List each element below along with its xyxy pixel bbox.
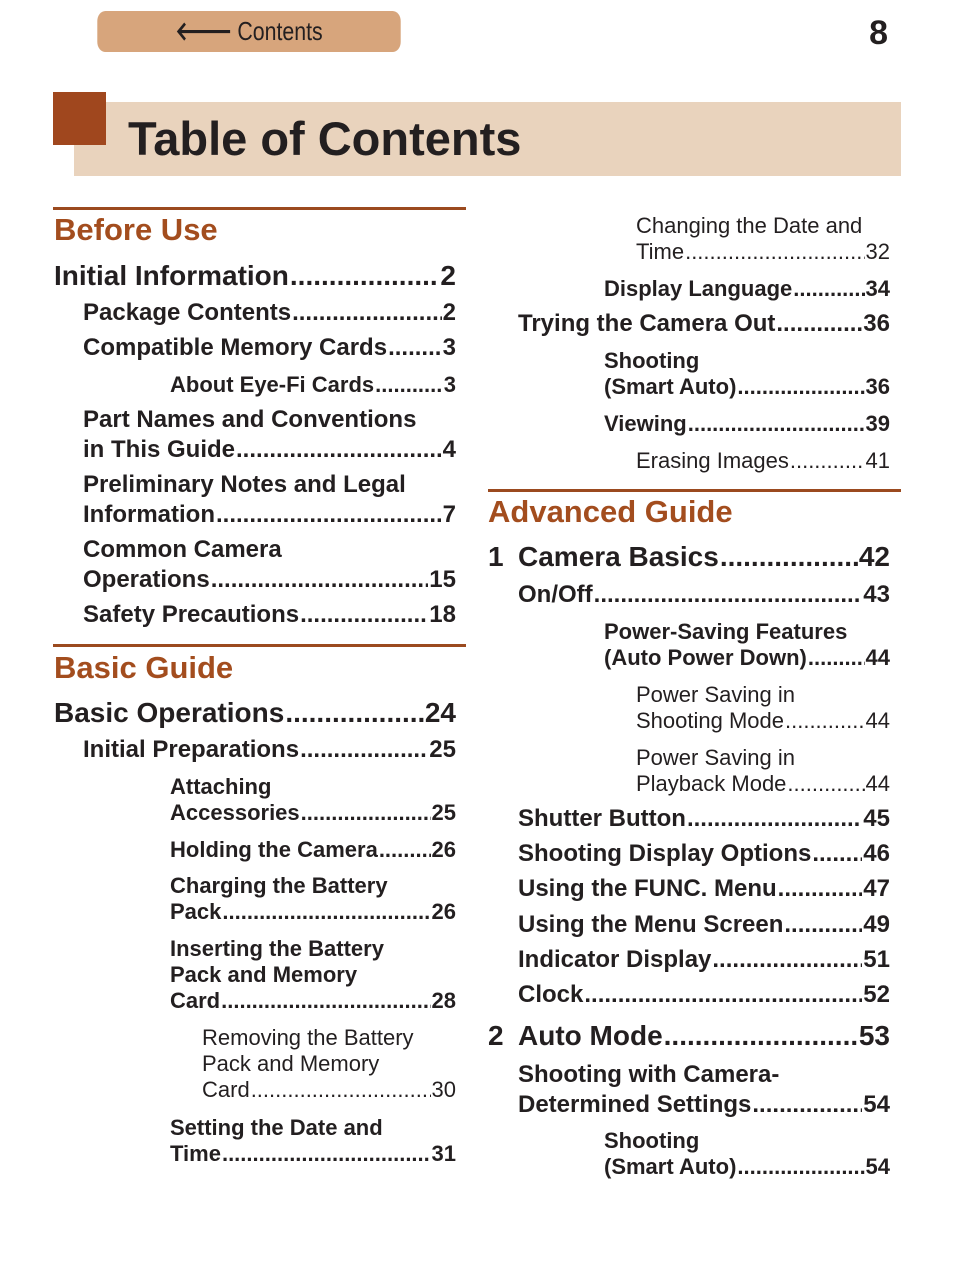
toc-entry[interactable] — [604, 276, 890, 302]
toc-entry[interactable] — [518, 945, 890, 975]
toc-entry-page: 43 — [863, 581, 890, 608]
toc-entry-final-line — [604, 645, 890, 671]
toc-entry-final-line — [604, 411, 890, 437]
toc-entry-final-line — [518, 945, 890, 975]
dot-leader — [812, 839, 862, 869]
toc-entry-page: 44 — [865, 708, 890, 733]
chapter-number: 1 — [488, 541, 504, 572]
toc-entry[interactable] — [518, 1020, 890, 1052]
toc-entry-page: 24 — [424, 697, 456, 728]
toc-entry[interactable] — [170, 1115, 456, 1167]
arrow-left-icon: 🡐 — [175, 16, 233, 46]
toc-entry[interactable] — [604, 348, 890, 400]
toc-entry-page: 51 — [863, 946, 890, 973]
toc-entry[interactable] — [202, 1025, 456, 1103]
toc-entry-page: 4 — [442, 436, 456, 463]
toc-entry-title-line: Inserting the Battery — [170, 936, 384, 961]
dot-leader — [778, 874, 863, 904]
toc-entry-title-line: Using the Menu Screen — [518, 911, 784, 938]
toc-entry[interactable] — [518, 580, 890, 610]
toc-entry[interactable] — [170, 774, 456, 826]
toc-entry-final-line — [202, 1077, 456, 1103]
toc-entry-final-line — [83, 735, 456, 765]
dot-leader — [776, 309, 862, 339]
toc-entry-title-line: Display Language — [604, 276, 793, 301]
toc-entry-title-line: Pack and Memory — [202, 1051, 380, 1076]
dot-leader — [216, 500, 442, 530]
toc-entry-page: 15 — [429, 566, 456, 593]
toc-entry[interactable] — [518, 804, 890, 834]
toc-entry-page: 25 — [429, 736, 456, 763]
toc-entry-final-line — [83, 333, 456, 363]
dot-leader — [688, 411, 865, 437]
dot-leader — [785, 708, 865, 734]
toc-entry-page: 2 — [440, 260, 456, 291]
toc-entry-title-line: Shooting — [604, 1128, 700, 1153]
toc-entry-final-line — [636, 771, 890, 797]
dot-leader — [290, 260, 440, 292]
dot-leader — [301, 800, 431, 826]
toc-entry-page: 39 — [865, 411, 890, 436]
section-heading-before-use: Before Use — [54, 212, 218, 247]
toc-entry-title-line: Trying the Camera Out — [518, 310, 776, 337]
toc-entry-final-line — [518, 1020, 890, 1052]
toc-entry[interactable] — [170, 372, 456, 398]
dot-leader — [300, 600, 428, 630]
dot-leader — [211, 565, 429, 595]
toc-entry-title-line: Time — [636, 239, 685, 264]
dot-leader — [790, 448, 865, 474]
toc-entry[interactable] — [83, 535, 456, 595]
toc-entry-final-line — [170, 372, 456, 398]
toc-entry[interactable] — [636, 448, 890, 474]
toc-entry-final-line — [518, 910, 890, 940]
toc-entry-final-line — [604, 374, 890, 400]
toc-entry-final-line — [170, 899, 456, 925]
toc-entry[interactable] — [518, 1060, 890, 1120]
toc-entry-page: 36 — [863, 310, 890, 337]
toc-entry[interactable] — [83, 405, 456, 465]
toc-entry[interactable] — [54, 697, 456, 729]
toc-entry-page: 18 — [429, 601, 456, 628]
toc-entry-title-line: Initial Information — [54, 260, 289, 291]
toc-entry-title-line: Accessories — [170, 800, 300, 825]
toc-entry[interactable] — [518, 839, 890, 869]
toc-entry-final-line — [518, 980, 890, 1010]
toc-entry-title-line: On/Off — [518, 581, 593, 608]
toc-entry-title-line: Card — [170, 988, 221, 1013]
dot-leader — [222, 1141, 431, 1167]
dot-leader — [784, 910, 862, 940]
dot-leader — [752, 1090, 862, 1120]
toc-entry[interactable] — [170, 873, 456, 925]
toc-entry-title-line: Removing the Battery — [202, 1025, 414, 1050]
toc-entry-title-line: Power-Saving Features — [604, 619, 848, 644]
toc-entry-final-line — [518, 839, 890, 869]
toc-entry-title-line: Indicator Display — [518, 946, 712, 973]
dot-leader — [221, 988, 430, 1014]
toc-entry-final-line — [636, 239, 890, 265]
toc-entry-page: 54 — [863, 1091, 890, 1118]
toc-entry-title-line: (Auto Power Down) — [604, 645, 807, 670]
toc-entry[interactable] — [636, 745, 890, 797]
toc-entry[interactable] — [604, 1128, 890, 1180]
toc-entry-title-line: Shooting Mode — [636, 708, 784, 733]
contents-link-label: Contents — [237, 16, 323, 46]
toc-entry[interactable] — [604, 411, 890, 437]
toc-entry-final-line — [83, 500, 456, 530]
dot-leader — [300, 735, 428, 765]
toc-entry-page: 44 — [865, 645, 890, 670]
toc-entry-title-line: Part Names and Conventions — [83, 406, 417, 433]
toc-entry-page: 49 — [863, 911, 890, 938]
toc-entry-title-line: Charging the Battery — [170, 873, 388, 898]
toc-entry-page: 3 — [443, 372, 456, 397]
toc-entry-title-line: Power Saving in — [636, 745, 795, 770]
dot-leader — [388, 333, 442, 363]
toc-entry-title-line: Safety Precautions — [83, 601, 300, 628]
toc-entry-page: 32 — [865, 239, 890, 264]
toc-entry-title-line: Auto Mode — [518, 1020, 663, 1051]
toc-entry-title-line: Compatible Memory Cards — [83, 334, 388, 361]
toc-entry[interactable] — [54, 260, 456, 292]
dot-leader — [664, 1020, 858, 1052]
section-rule — [53, 207, 466, 210]
toc-entry-final-line — [518, 1090, 890, 1120]
toc-entry-title-line: Attaching — [170, 774, 272, 799]
toc-entry-title-line: (Smart Auto) — [604, 1154, 737, 1179]
toc-entry-title-line: Playback Mode — [636, 771, 787, 796]
toc-entry-page: 26 — [431, 899, 456, 924]
toc-entry[interactable] — [636, 213, 890, 265]
toc-entry[interactable] — [518, 910, 890, 940]
toc-entry-page: 28 — [431, 988, 456, 1013]
toc-entry-page: 30 — [431, 1077, 456, 1102]
toc-entry-title-line: Erasing Images — [636, 448, 789, 473]
toc-entry-title-line: in This Guide — [83, 436, 236, 463]
toc-entry-title-line: Clock — [518, 981, 584, 1008]
dot-leader — [720, 541, 858, 573]
toc-entry-final-line — [83, 298, 456, 328]
page-number: 8 — [869, 14, 888, 52]
toc-entry[interactable] — [518, 541, 890, 573]
toc-entry-final-line — [170, 837, 456, 863]
toc-entry-title-line: Package Contents — [83, 299, 292, 326]
toc-entry-final-line — [604, 276, 890, 302]
toc-entry-title-line: Operations — [83, 566, 210, 593]
toc-entry-page: 2 — [442, 299, 456, 326]
dot-leader — [251, 1077, 431, 1103]
toc-entry[interactable] — [604, 619, 890, 671]
toc-entry-title-line: Shutter Button — [518, 805, 686, 832]
toc-entry[interactable] — [518, 980, 890, 1010]
toc-entry-title-line: Basic Operations — [54, 697, 285, 728]
toc-entry[interactable] — [170, 936, 456, 1014]
dot-leader — [737, 1154, 864, 1180]
title-accent-square — [53, 92, 106, 145]
toc-entry[interactable] — [83, 600, 456, 630]
toc-entry-final-line — [170, 988, 456, 1014]
toc-entry-final-line — [54, 697, 456, 729]
toc-entry-title-line: Shooting Display Options — [518, 840, 812, 867]
toc-entry-title-line: Card — [202, 1077, 250, 1102]
toc-entry-title-line: (Smart Auto) — [604, 374, 737, 399]
toc-entry-page: 52 — [863, 981, 890, 1008]
toc-entry-title-line: Using the FUNC. Menu — [518, 875, 777, 902]
toc-entry-page: 25 — [431, 800, 456, 825]
section-heading-basic-guide: Basic Guide — [54, 650, 234, 685]
toc-entry-page: 26 — [431, 837, 456, 862]
toc-entry-final-line — [54, 260, 456, 292]
toc-entry-page: 53 — [858, 1020, 890, 1051]
toc-entry-final-line — [518, 309, 890, 339]
dot-leader — [379, 837, 431, 863]
toc-entry-title-line: Setting the Date and — [170, 1115, 383, 1140]
dot-leader — [685, 239, 864, 265]
toc-entry-title-line: Viewing — [604, 411, 687, 436]
toc-entry-final-line — [518, 874, 890, 904]
dot-leader — [594, 580, 863, 610]
toc-entry-final-line — [170, 1141, 456, 1167]
toc-entry-page: 45 — [863, 805, 890, 832]
contents-link-button[interactable] — [97, 11, 400, 52]
toc-entry-final-line — [518, 804, 890, 834]
toc-entry-title-line: Preliminary Notes and Legal — [83, 471, 406, 498]
toc-entry-page: 42 — [858, 541, 890, 572]
toc-entry-title-line: Changing the Date and — [636, 213, 863, 238]
toc-entry[interactable] — [83, 470, 456, 530]
toc-entry-final-line — [83, 600, 456, 630]
toc-entry[interactable] — [83, 735, 456, 765]
toc-entry-final-line — [636, 448, 890, 474]
toc-entry-final-line — [170, 800, 456, 826]
toc-entry-page: 36 — [865, 374, 890, 399]
toc-entry-title-line: Initial Preparations — [83, 736, 300, 763]
toc-entry-title-line: Holding the Camera — [170, 837, 378, 862]
toc-entry-final-line — [636, 708, 890, 734]
toc-entry[interactable] — [518, 309, 890, 339]
section-heading-advanced-guide: Advanced Guide — [488, 494, 733, 529]
dot-leader — [292, 298, 442, 328]
dot-leader — [793, 276, 864, 302]
toc-entry-title-line: Information — [83, 501, 215, 528]
dot-leader — [236, 435, 442, 465]
dot-leader — [787, 771, 864, 797]
toc-entry-final-line — [83, 435, 456, 465]
toc-entry[interactable] — [170, 837, 456, 863]
toc-entry-page: 46 — [863, 840, 890, 867]
toc-entry-title-line: Power Saving in — [636, 682, 795, 707]
toc-entry-page: 34 — [865, 276, 890, 301]
dot-leader — [687, 804, 862, 834]
toc-entry[interactable] — [83, 333, 456, 363]
toc-entry-page: 31 — [431, 1141, 456, 1166]
toc-entry-page: 41 — [865, 448, 890, 473]
toc-entry-title-line: Camera Basics — [518, 541, 719, 572]
dot-leader — [222, 899, 430, 925]
dot-leader — [712, 945, 862, 975]
toc-entry-page: 44 — [865, 771, 890, 796]
toc-entry-final-line — [604, 1154, 890, 1180]
toc-entry-title-line: Time — [170, 1141, 221, 1166]
toc-entry[interactable] — [636, 682, 890, 734]
toc-entry-page: 3 — [442, 334, 456, 361]
toc-entry-title-line: Common Camera — [83, 536, 282, 563]
section-rule — [53, 644, 466, 647]
toc-entry-final-line — [518, 541, 890, 573]
toc-entry-final-line — [83, 565, 456, 595]
chapter-number: 2 — [488, 1020, 504, 1051]
toc-entry-title-line: Pack — [170, 899, 222, 924]
toc-entry[interactable] — [518, 874, 890, 904]
toc-entry-title-line: Shooting — [604, 348, 700, 373]
page-title: Table of Contents — [128, 112, 522, 165]
toc-entry-title-line: About Eye-Fi Cards — [170, 372, 375, 397]
dot-leader — [584, 980, 862, 1010]
section-rule — [488, 489, 901, 492]
toc-entry-title-line: Shooting with Camera- — [518, 1061, 780, 1088]
toc-entry[interactable] — [83, 298, 456, 328]
toc-entry-page: 47 — [863, 875, 890, 902]
toc-entry-page: 7 — [442, 501, 456, 528]
dot-leader — [285, 697, 424, 729]
toc-entry-title-line: Determined Settings — [518, 1091, 752, 1118]
dot-leader — [808, 645, 865, 671]
dot-leader — [737, 374, 864, 400]
toc-entry-title-line: Pack and Memory — [170, 962, 358, 987]
toc-entry-final-line — [518, 580, 890, 610]
toc-entry-page: 54 — [865, 1154, 890, 1179]
dot-leader — [375, 372, 443, 398]
